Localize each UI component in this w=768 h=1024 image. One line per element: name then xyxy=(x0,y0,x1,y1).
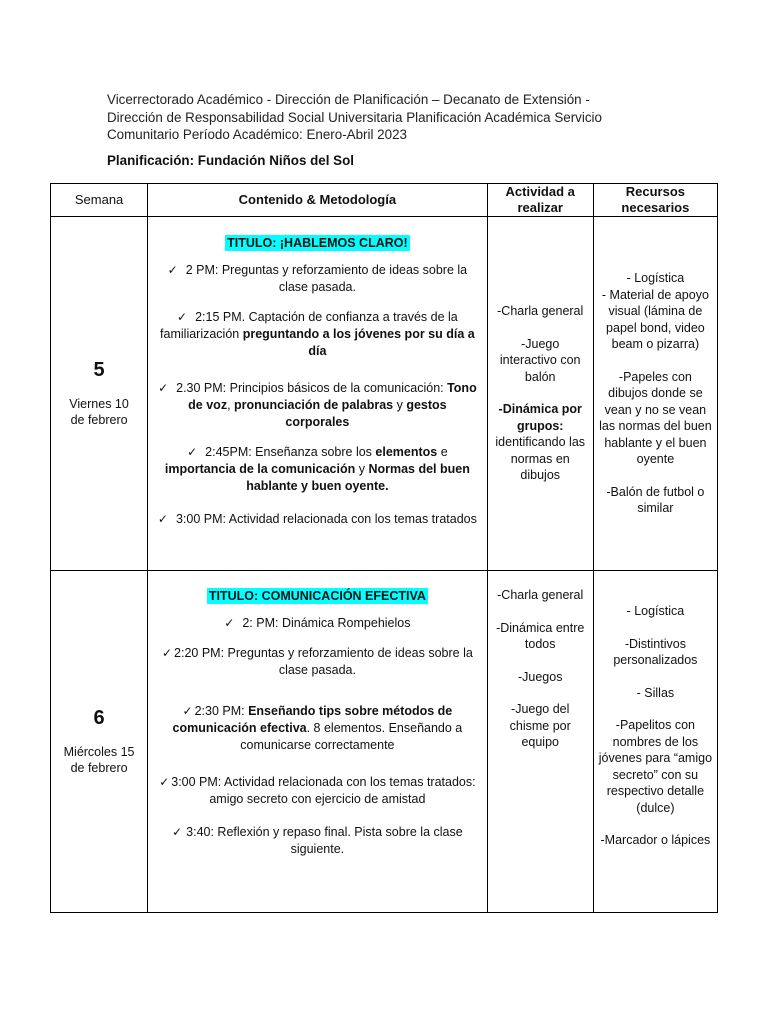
week-cell xyxy=(51,217,148,571)
activity-item-text: identificando las normas en dibujos xyxy=(495,435,586,483)
header-actividad xyxy=(487,184,593,217)
resource-item: - Material de apoyo visual (lámina de papel bond, video beam o pizarra) xyxy=(601,287,709,352)
activity-item: -Juego interactivo con balón xyxy=(499,336,581,384)
table-row xyxy=(51,571,718,913)
checkmark-icon: ✓ xyxy=(172,825,183,839)
activity-item xyxy=(488,401,593,484)
activity-cell xyxy=(487,571,593,913)
checkmark-icon: ✓ xyxy=(187,445,198,459)
list-item xyxy=(148,774,487,808)
session-title: TITULO: COMUNICACIÓN EFECTIVA xyxy=(208,589,426,603)
resource-item: -Marcador o lápices xyxy=(600,833,711,847)
checkmark-icon: ✓ xyxy=(159,775,170,789)
checkmark-icon: ✓ xyxy=(182,704,193,718)
item-text-bold: gestos corporales xyxy=(285,398,447,429)
item-text-bold: Tono de voz xyxy=(188,381,477,412)
activity-item: -Juego del chisme por equipo xyxy=(509,702,571,749)
item-text-bold: pronunciación de palabras xyxy=(234,398,394,412)
resource-item: -Balón de futbol o similar xyxy=(606,484,705,516)
item-text: 2 PM: Preguntas y reforzamiento de ideas sobre la clase pasada. xyxy=(185,263,468,294)
activity-item: -Dinámica entre todos xyxy=(496,620,585,651)
checkmark-icon: ✓ xyxy=(157,512,168,526)
list-item xyxy=(148,645,487,679)
list-item xyxy=(148,703,487,754)
header-recursos-line-1: Recursos xyxy=(625,184,686,199)
document-header xyxy=(107,91,647,144)
item-text: 2:45PM: Enseñanza sobre los xyxy=(205,445,376,459)
header-line-1: Vicerrectorado Académico - Dirección de Planificación – Decanato de Extensión - xyxy=(107,92,590,107)
table-header-row xyxy=(51,184,718,217)
header-actividad-line-2: realizar xyxy=(517,200,563,215)
item-text: . 8 elementos. Enseñando a comunicarse correctamente xyxy=(240,721,463,752)
content-cell xyxy=(148,571,488,913)
activity-cell xyxy=(487,217,593,571)
resource-item: -Papelitos con nombres de los jóvenes para “amigo secreto” con su respectivo detalle (dulce) xyxy=(598,718,713,815)
list-item xyxy=(148,824,487,858)
header-recursos xyxy=(593,184,717,217)
header-actividad-line-1: Actividad a xyxy=(505,184,575,199)
header-semana: Semana xyxy=(51,184,148,217)
resource-item: - Logística xyxy=(626,271,685,286)
item-text: 3:40: Reflexión y repaso final. Pista sobre la clase siguiente. xyxy=(186,825,463,856)
week-date xyxy=(51,396,147,428)
activity-item: -Charla general xyxy=(497,588,584,602)
session-title: TITULO: ¡HABLEMOS CLARO! xyxy=(227,236,408,250)
item-text: , xyxy=(227,398,235,412)
checkmark-icon: ✓ xyxy=(158,381,169,395)
item-text: 2:15 PM. Captación de confianza a través de la familiarización xyxy=(160,310,458,341)
resource-item: -Papeles con dibujos donde se vean y no se vean las normas del buen hablante y el buen oyente xyxy=(599,369,712,467)
item-text-bold: preguntando a los jóvenes por su día a día xyxy=(242,327,475,358)
planning-table xyxy=(50,183,718,913)
activity-item: -Charla general xyxy=(497,304,584,319)
checkmark-icon: ✓ xyxy=(177,310,188,324)
item-text: y xyxy=(355,462,369,476)
checkmark-icon: ✓ xyxy=(161,646,173,660)
item-text-bold: Enseñando tips sobre métodos de comunicación efectiva xyxy=(172,704,453,735)
resources-cell xyxy=(593,217,717,571)
item-text: 2:20 PM: Preguntas y reforzamiento de ideas sobre la clase pasada. xyxy=(174,646,473,677)
table-row xyxy=(51,217,718,571)
week-cell xyxy=(51,571,148,913)
content-cell xyxy=(148,217,488,571)
header-recursos-line-2: necesarios xyxy=(621,200,690,215)
planning-subtitle: Planificación: Fundación Niños del Sol xyxy=(107,153,355,168)
list-item xyxy=(148,511,487,528)
week-date-line-2: de febrero xyxy=(70,761,128,775)
week-date-line-2: de febrero xyxy=(70,413,128,427)
item-text: y xyxy=(393,398,407,412)
week-number: 6 xyxy=(93,707,105,729)
item-text: 2:30 PM: xyxy=(194,704,249,718)
header-line-3: Comunitario Período Académico: Enero-Abril 2023 xyxy=(107,127,407,142)
checkmark-icon: ✓ xyxy=(224,616,235,630)
item-text-bold: elementos xyxy=(375,445,438,459)
header-line-2: Dirección de Responsabilidad Social Universitaria Planificación Académica Servicio xyxy=(107,109,602,125)
item-text: 2.30 PM: Principios básicos de la comunicación: xyxy=(176,381,448,395)
item-text: 2: PM: Dinámica Rompehielos xyxy=(242,616,411,630)
activity-item-bold: -Dinámica por grupos: xyxy=(498,402,582,433)
resources-cell xyxy=(593,571,717,913)
resource-item: -Distintivos personalizados xyxy=(613,636,698,667)
item-text: e xyxy=(437,445,448,459)
week-date-line-1: Viernes 10 xyxy=(69,397,129,411)
item-text-bold: Normas del buen hablante y buen oyente. xyxy=(246,462,470,493)
header-contenido: Contenido & Metodología xyxy=(148,184,488,217)
resource-item: - Logística xyxy=(626,604,685,618)
item-text: 3:00 PM: Actividad relacionada con los temas tratados: amigo secreto con ejercicio de amistad xyxy=(171,775,476,806)
item-text-bold: importancia de la comunicación xyxy=(164,462,356,476)
week-date-line-1: Miércoles 15 xyxy=(63,745,135,759)
resource-item: - Sillas xyxy=(636,685,675,700)
list-item xyxy=(148,262,487,296)
week-date xyxy=(51,744,147,776)
activity-item: -Juegos xyxy=(517,669,563,684)
checkmark-icon: ✓ xyxy=(167,263,178,277)
week-number: 5 xyxy=(93,359,105,381)
list-item xyxy=(148,380,487,431)
list-item xyxy=(148,615,487,632)
list-item xyxy=(148,444,487,495)
item-text: 3:00 PM: Actividad relacionada con los temas tratados xyxy=(175,512,477,526)
list-item xyxy=(148,309,487,360)
